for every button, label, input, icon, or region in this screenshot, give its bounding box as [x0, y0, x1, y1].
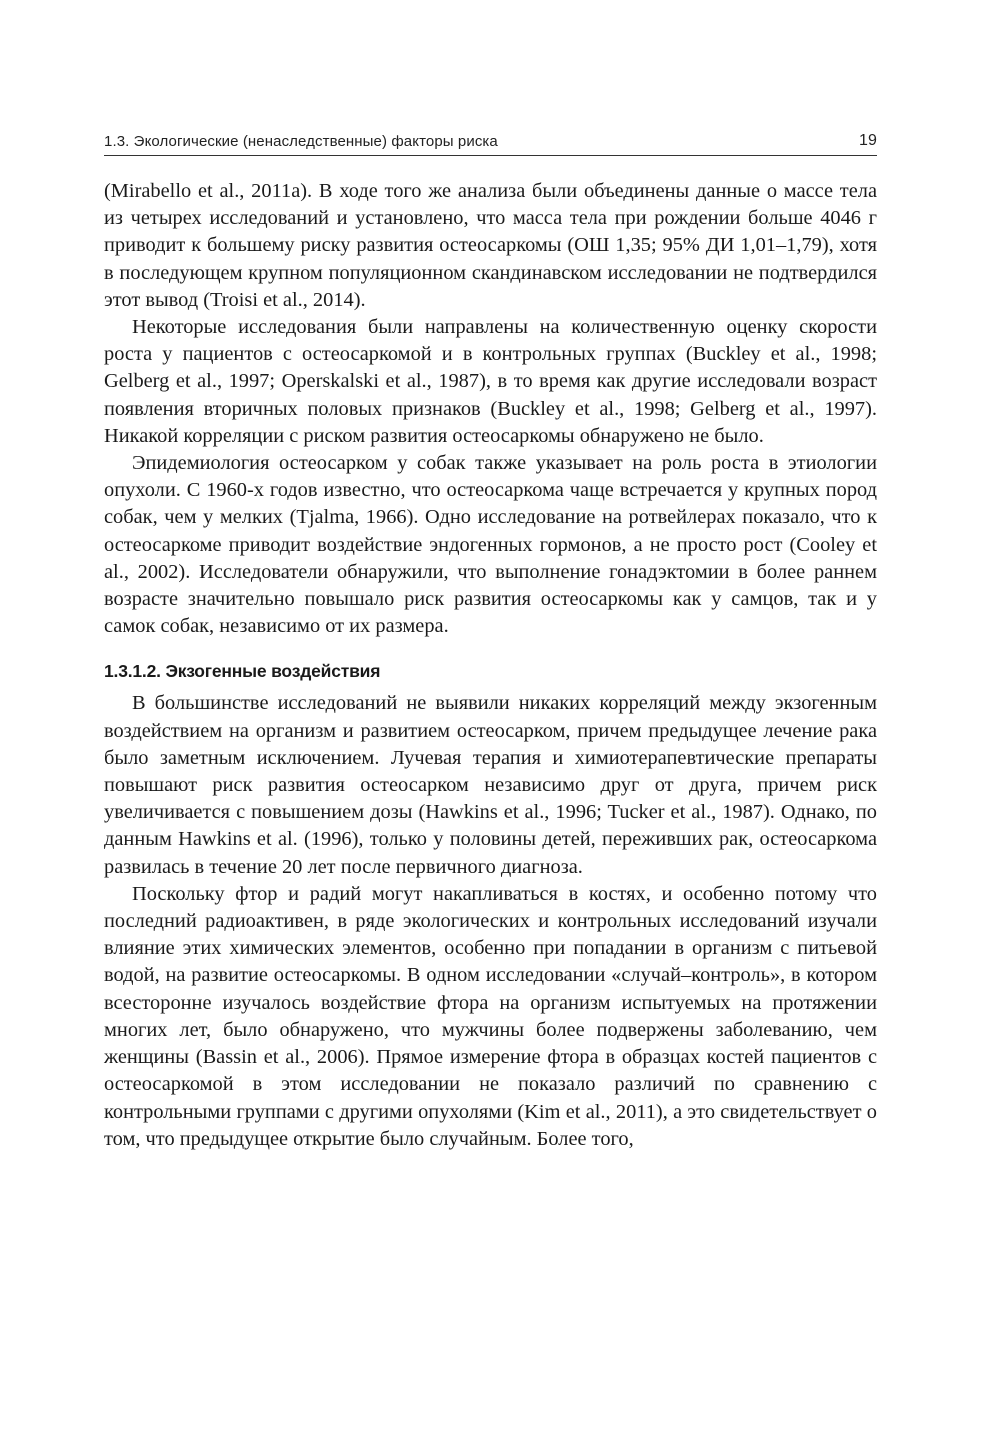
paragraph: Эпидемиология остеосарком у собак также указывает на роль роста в этиологии опухоли. С 1960-х годов известно, что остеосаркома чаще встречается у крупных пород собак, чем у мелких (Tjalma, 1966). Одно исследование на ротвейлерах показало, что к остеосаркоме приводит воздействие эндогенных гормонов, а не просто рост (Cooley et al., 2002). Исследователи обнаружили, что выполнение гонадэктомии в более раннем возрасте значительно повышало риск развития остеосаркомы как у самцов, так и у самок собак, независимо от их размера.	[104, 452, 877, 638]
running-title: 1.3. Экологические (ненаследственные) факторы риска	[104, 133, 498, 150]
paragraph: В большинстве исследований не выявили никаких корреляций между экзогенным воздействием на организм и развитием остеосарком, причем предыдущее лечение рака было заметным исключением. Лучевая терапия и химиотерапевтические препараты повышают риск развития остеосарком независимо друг от друга, причем риск увеличивается с повышением дозы (Hawkins et al., 1996; Tucker et al., 1987). Однако, по данным Hawkins et al. (1996), только у половины детей, переживших рак, остеосаркома развилась в течение 20 лет после первичного диагноза.	[104, 692, 877, 878]
body-text	[104, 178, 877, 1153]
paragraph: Некоторые исследования были направлены на количественную оценку скорости роста у пациентов с остеосаркомой и в контрольных группах (Buckley et al., 1998; Gelberg et al., 1997; Operskalski et al., 1987), в то время как другие исследовали возраст появления вторичных половых признаков (Buckley et al., 1998; Gelberg et al., 1997). Никакой корреляции с риском развития остеосаркомы обнаружено не было.	[104, 316, 877, 447]
page-number: 19	[859, 132, 877, 149]
paragraph: Поскольку фтор и радий могут накапливаться в костях, и особенно потому что последний радиоактивен, в ряде экологических и контрольных исследований изучали влияние этих химических элементов, особенно при попадании в организм с питьевой водой, на развитие остеосаркомы. В одном исследовании «случай–контроль», в котором всесторонне изучалось воздействие фтора на организм испытуемых на протяжении многих лет, было обнаружено, что мужчины более подвержены заболеванию, чем женщины (Bassin et al., 2006). Прямое измерение фтора в образцах костей пациентов с остеосаркомой в этом исследовании не показало различий по сравнению с контрольными группами с другими опухолями (Kim et al., 2011), а это свидетельствует о том, что предыдущее открытие было случайным. Более того,	[104, 882, 877, 1150]
paragraph: (Mirabello et al., 2011a). В ходе того же анализа были объединены данные о массе тела из четырех исследований и установлено, что масса тела при рождении больше 4046 г приводит к большему риску развития остеосаркомы (ОШ 1,35; 95% ДИ 1,01–1,79), хотя в последующем крупном популяционном скандинавском исследовании не подтвердился этот вывод (Troisi et al., 2014).	[104, 180, 877, 311]
section-heading: 1.3.1.2. Экзогенные воздействия	[104, 661, 381, 682]
book-page	[104, 128, 877, 1153]
running-header	[104, 128, 877, 156]
